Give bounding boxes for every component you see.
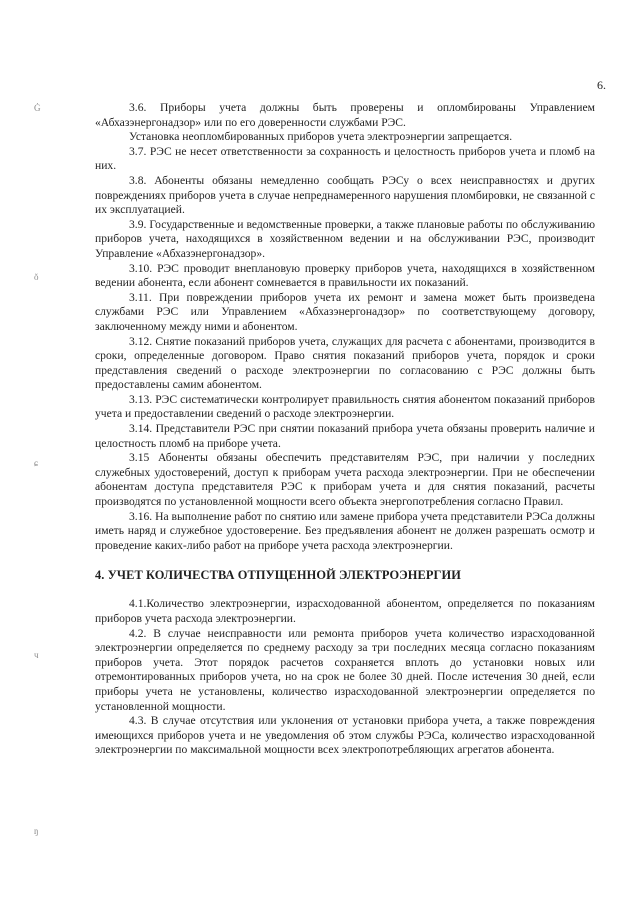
margin-mark: ŏ — [34, 272, 39, 282]
margin-mark: Ġ — [34, 103, 41, 113]
clause-3-8: 3.8. Абоненты обязаны немедленно сообщать РЭСу о всех неисправностях и других повреждениях приборов учета в случае непреднамеренного нарушения пломбировки, не связанной с их эксплуатацией. — [95, 173, 595, 217]
clause-3-10: 3.10. РЭС проводит внеплановую проверку приборов учета, находящихся в хозяйственном ведении абонента, если абонент сомневается в правильности их показаний. — [95, 261, 595, 290]
clause-3-7: 3.7. РЭС не несет ответственности за сохранность и целостность приборов учета и пломб на них. — [95, 144, 595, 173]
clause-3-6: 3.6. Приборы учета должны быть проверены и опломбированы Управлением «Абхазэнергонадзор» или по его доверенности службами РЭС. — [95, 101, 595, 129]
clause-3-15: 3.15 Абоненты обязаны обеспечить представителям РЭС, при наличии у последних служебных удостоверений, доступ к приборам учета расхода электроэнергии. При не обеспечении абонентам доступа представителя РЭС к приборам учета и для снятия показаний, расчеты производятся по установленной мощности всего объекта энергопотребления согласно Правил. — [95, 451, 595, 509]
section-heading: 4. УЧЕТ КОЛИЧЕСТВА ОТПУЩЕННОЙ ЭЛЕКТРОЭНЕРГИИ — [95, 568, 461, 583]
document-body — [95, 101, 595, 758]
clause-3-11: 3.11. При повреждении приборов учета их ремонт и замена может быть произведена службами РЭС или Управлением «Абхазэнергонадзор» по соответствующему договору, заключенному между ними и абонентом. — [95, 290, 595, 333]
clause-3-6-note: Установка неопломбированных приборов учета электроэнергии запрещается. — [129, 130, 513, 144]
clause-4-3: 4.3. В случае отсутствия или уклонения от установки прибора учета, а также повреждения имеющихся приборов учета и не уведомления об этом службы РЭСа, количество израсходованной электроэнергии по максимальной мощности всех электропотребляющих агрегатов абонента. — [95, 714, 595, 757]
clause-3-13: 3.13. РЭС систематически контролирует правильность снятия абонентом показаний приборов учета и предоставлении сведений о расходе электроэнергии. — [95, 392, 595, 421]
clause-3-14: 3.14. Представители РЭС при снятии показаний прибора учета обязаны проверить наличие и целостность пломб на приборе учета. — [95, 422, 595, 450]
clause-3-12: 3.12. Снятие показаний приборов учета, служащих для расчета с абонентами, производится в сроки, определенные договором. Право снятия показаний приборов учета, порядок и сроки представления сведений о расходе электроэнергии по согласованию с РЭС должны быть предоставлены самим абонентом. — [95, 334, 595, 392]
clause-3-9: 3.9. Государственные и ведомственные проверки, а также плановые работы по обслуживанию приборов учета, находящихся в хозяйственном ведении и на обслуживании РЭС, производит Управление «Абхазэнергонадзор». — [95, 217, 595, 260]
margin-mark: ɕ — [34, 458, 38, 468]
margin-mark: ŋ — [34, 826, 39, 836]
clause-3-16: 3.16. На выполнение работ по снятию или замене прибора учета представители РЭСа должны иметь наряд и служебное удостоверение. Без предъявления абонент не должен разрешать осмотр и проведение каких-либо работ на приборе учета расхода электроэнергии. — [95, 509, 595, 552]
clause-4-2: 4.2. В случае неисправности или ремонта приборов учета количество израсходованной электроэнергии определяется по среднему расходу за три последних месяца согласно показаниям приборов учета. Этот порядок расчетов сохраняется вплоть до установки новых или отремонтированных приборов учета, но на срок не более 30 дней. После истечения 30 дней, если приборы учета не установлены, количество израсходованной электроэнергии определяется по установленной мощности. — [95, 626, 595, 713]
clause-4-1: 4.1.Количество электроэнергии, израсходованной абонентом, определяется по показаниям приборов учета расхода электроэнергии. — [95, 597, 595, 625]
page-number: 6. — [597, 78, 606, 92]
margin-mark: ч — [34, 650, 39, 660]
